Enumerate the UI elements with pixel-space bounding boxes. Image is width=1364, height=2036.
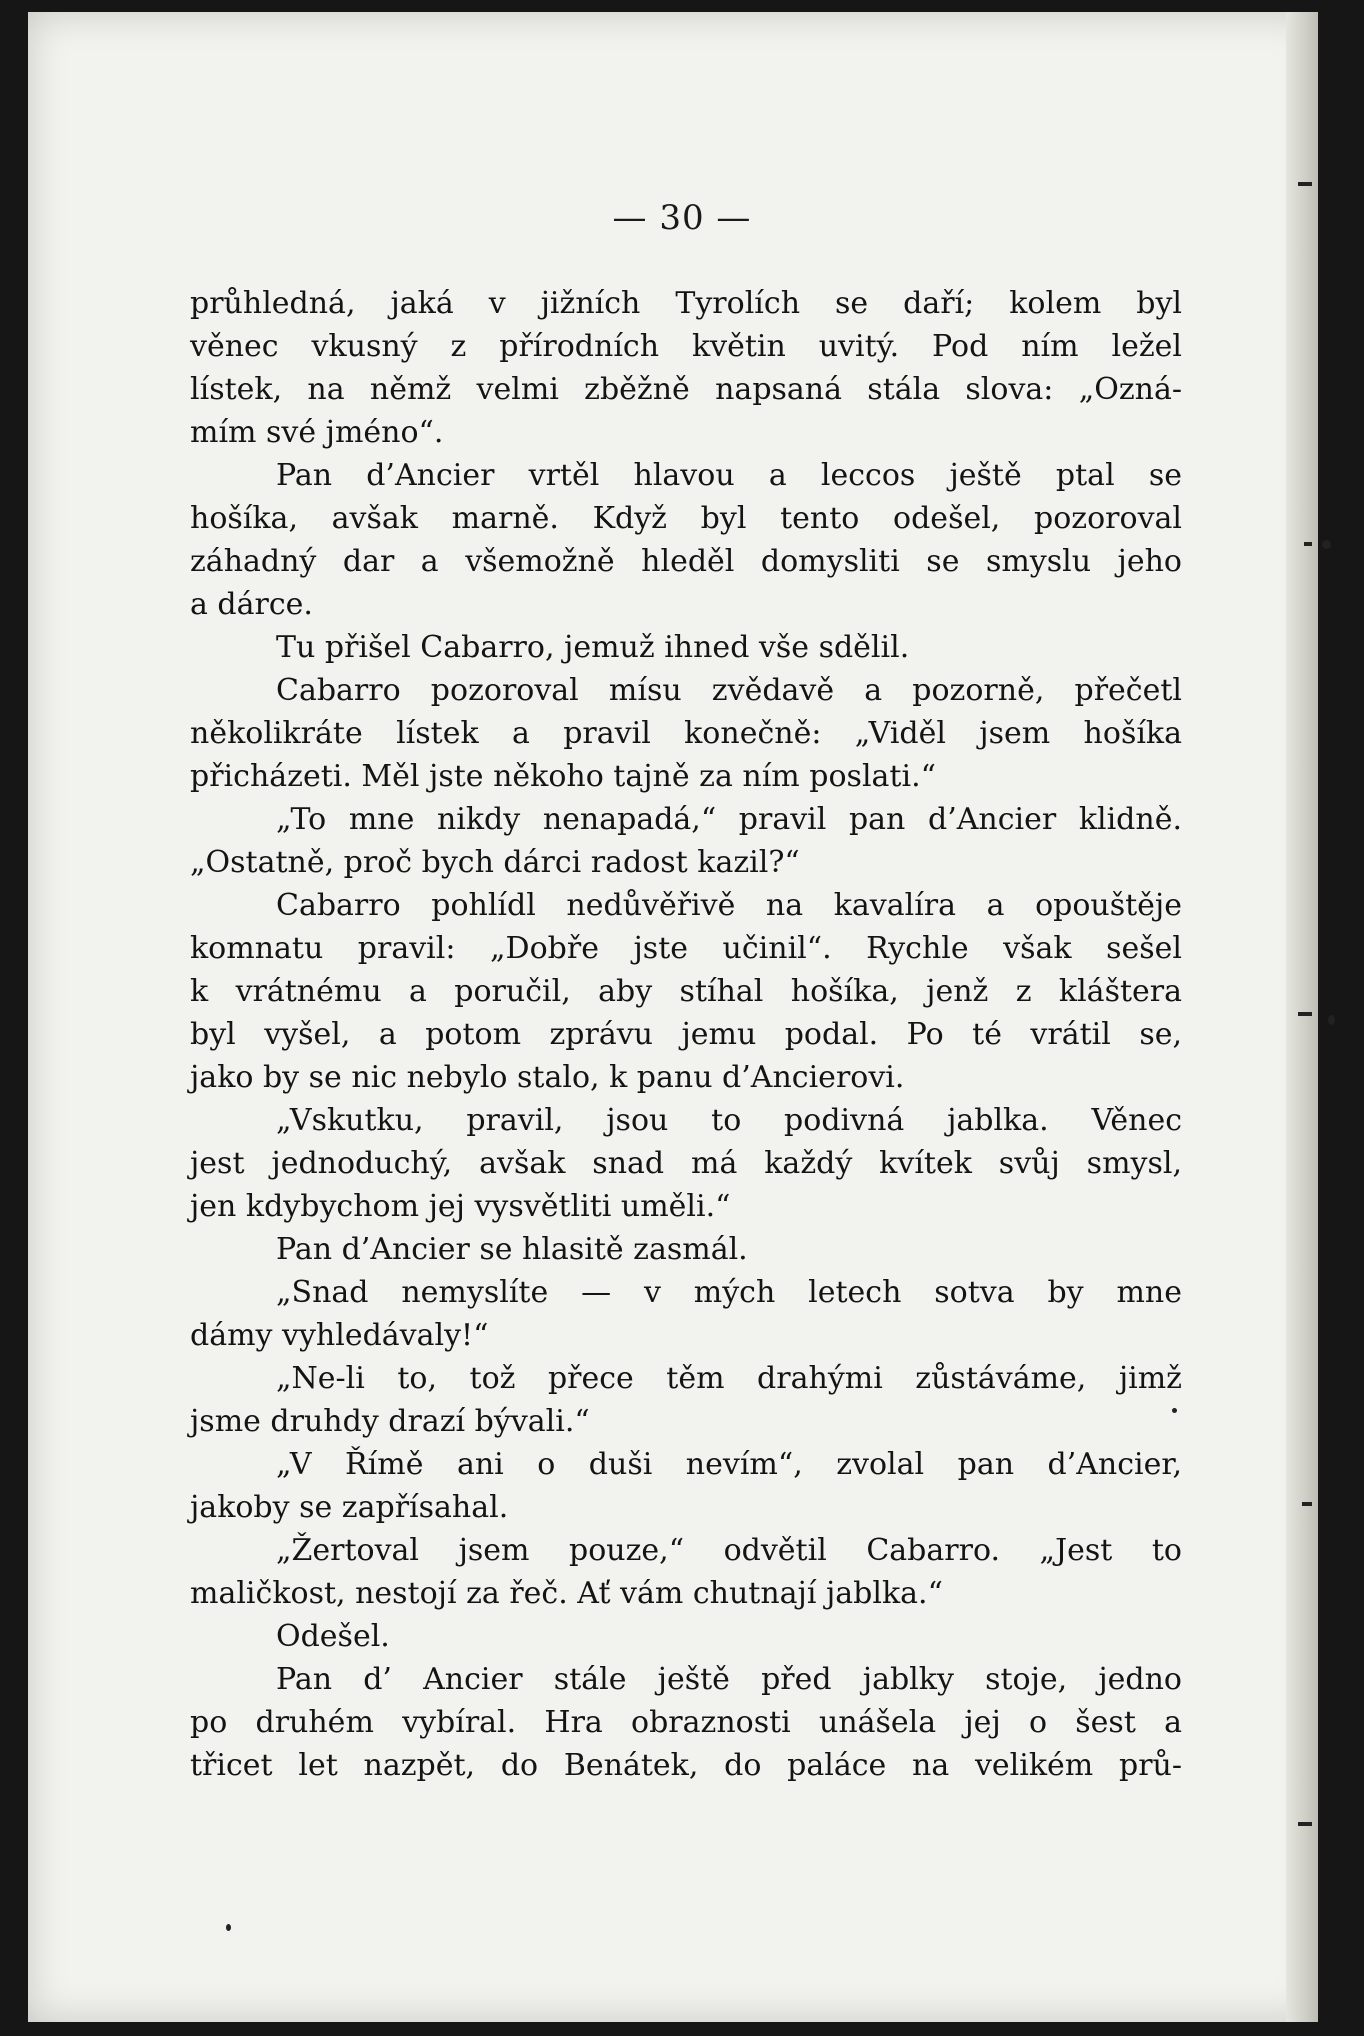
text-line: jako by se nic nebylo stalo, k panu d’Ancierovi.	[190, 1060, 905, 1095]
text-line: Pan d’Ancier vrtěl hlavou a leccos ještě ptal se	[276, 458, 1182, 493]
text-line: záhadný dar a všemožně hleděl domysliti se smyslu jeho	[190, 544, 1182, 579]
text-line: přicházeti. Měl jste někoho tajně za ním poslati.“	[190, 759, 936, 794]
page-edge	[1286, 12, 1318, 2022]
ink-speck	[226, 1924, 231, 1931]
text-line: jsme druhdy drazí bývali.“	[190, 1404, 590, 1439]
text-line: lístek, na němž velmi zběžně napsaná stála slova: „Ozná-	[190, 372, 1182, 407]
ink-speck	[1328, 1015, 1335, 1025]
text-line: dámy vyhledávaly!“	[190, 1318, 489, 1353]
text-line: po druhém vybíral. Hra obraznosti unášela jej o šest a	[190, 1705, 1182, 1740]
page-number: — 30 —	[612, 198, 752, 238]
edge-mark	[1298, 182, 1312, 186]
text-line: maličkost, nestojí za řeč. Ať vám chutnají jablka.“	[190, 1576, 943, 1611]
text-line: „To mne nikdy nenapadá,“ pravil pan d’Ancier klidně.	[276, 802, 1182, 837]
text-line: Pan d’ Ancier stále ještě před jablky stoje, jedno	[276, 1662, 1182, 1697]
text-line: Tu přišel Cabarro, jemuž ihned vše sdělil.	[276, 630, 910, 665]
edge-mark	[1304, 542, 1312, 546]
text-line: „Ne-li to, tož přece těm drahými zůstáváme, jimž	[276, 1361, 1182, 1396]
text-line: Odešel.	[276, 1619, 390, 1654]
text-line: „V Římě ani o duši nevím“, zvolal pan d’Ancier,	[276, 1447, 1182, 1482]
edge-mark	[1298, 1822, 1312, 1826]
text-line: Cabarro pohlídl nedůvěřivě na kavalíra a opouštěje	[276, 888, 1182, 923]
text-line: k vrátnému a poručil, aby stíhal hošíka, jenž z kláštera	[190, 974, 1182, 1009]
text-line: mím své jméno“.	[190, 415, 444, 450]
text-line: věnec vkusný z přírodních květin uvitý. Pod ním ležel	[190, 329, 1182, 364]
text-line: jest jednoduchý, avšak snad má každý kvítek svůj smysl,	[190, 1146, 1182, 1181]
text-line: několikráte lístek a pravil konečně: „Viděl jsem hošíka	[190, 716, 1182, 751]
ink-speck	[1322, 540, 1331, 549]
text-line: Pan d’Ancier se hlasitě zasmál.	[276, 1232, 748, 1267]
text-line: hošíka, avšak marně. Když byl tento odešel, pozoroval	[190, 501, 1182, 536]
text-line: „Snad nemyslíte — v mých letech sotva by mne	[276, 1275, 1182, 1310]
text-line: třicet let nazpět, do Benátek, do paláce na velikém prů-	[190, 1748, 1182, 1783]
edge-mark	[1298, 1012, 1312, 1016]
text-line: „Ostatně, proč bych dárci radost kazil?“	[190, 845, 800, 880]
text-line: „Žertoval jsem pouze,“ odvětil Cabarro. „Jest to	[276, 1533, 1182, 1568]
body-text	[190, 282, 1182, 1787]
text-line: průhledná, jaká v jižních Tyrolích se daří; kolem byl	[190, 286, 1182, 321]
text-line: „Vskutku, pravil, jsou to podivná jablka. Věnec	[276, 1103, 1182, 1138]
text-line: komnatu pravil: „Dobře jste učinil“. Rychle však sešel	[190, 931, 1182, 966]
text-line: jakoby se zapřísahal.	[190, 1490, 509, 1525]
text-line: jen kdybychom jej vysvětliti uměli.“	[190, 1189, 731, 1224]
text-line: a dárce.	[190, 587, 313, 622]
edge-mark	[1302, 1502, 1312, 1506]
text-line: byl vyšel, a potom zprávu jemu podal. Po té vrátil se,	[190, 1017, 1182, 1052]
text-line: Cabarro pozoroval mísu zvědavě a pozorně, přečetl	[276, 673, 1182, 708]
